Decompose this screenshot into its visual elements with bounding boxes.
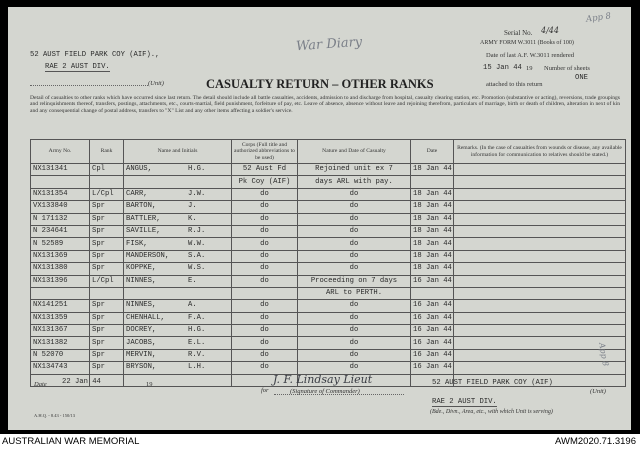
footer-division-label: (Bde., Divn., Area, etc., with which Unit is serving) — [430, 409, 553, 415]
footer-division: RAE 2 AUST DIV. — [432, 398, 497, 406]
cell-name — [124, 312, 232, 324]
cell-date: 18 Jan 44 — [411, 213, 454, 225]
cell-army-no: N 52589 — [31, 238, 90, 250]
cell-corps: do — [232, 238, 298, 250]
cell-name — [124, 263, 232, 275]
instructions-text: Detail of casualties to other ranks which have occurred since last return. The detail should include all battle casualties, accidents, admission to and discharge from hospital, casualty clearing station, etc. Promotion (substantive or acting), reversions, trade groupings and relinquishments thereof, transfers, postings, attachments, etc., courts-martial, field punishment, forfeiture of pay, etc. Leave of absence, absence without leave and rejoining therefrom, particulars of marriage, birth or death of children, alteration in next of kin and any consequential change of postal address, transfers to "X" List and any other items affecting a soldier's service. — [30, 95, 620, 114]
cell-remarks — [454, 225, 626, 237]
cell-name — [124, 213, 232, 225]
cell-rank: Spr — [90, 225, 124, 237]
surname: BRYSON, — [126, 363, 157, 372]
table-row — [31, 349, 626, 361]
table-row — [31, 300, 626, 312]
surname: NINNES, — [126, 276, 157, 285]
cell-rank: Spr — [90, 250, 124, 262]
cell-army-no: NX141251 — [31, 300, 90, 312]
cell-nature: do — [298, 337, 411, 349]
table-row — [31, 275, 626, 287]
surname: ANGUS, — [126, 165, 152, 174]
printer-code: A.H.Q. - 8.43 - 150/13 — [34, 413, 75, 418]
archive-name: AUSTRALIAN WAR MEMORIAL — [2, 436, 140, 447]
cell-corps: do — [232, 349, 298, 361]
cell-corps: do — [232, 213, 298, 225]
table-row — [31, 238, 626, 250]
surname: NINNES, — [126, 301, 157, 310]
cell-corps: do — [232, 225, 298, 237]
cell-nature: do — [298, 188, 411, 200]
cell-rank: L/Cpl — [90, 188, 124, 200]
cell-remarks — [454, 250, 626, 262]
cell-rank: L/Cpl — [90, 275, 124, 287]
cell-rank: Spr — [90, 325, 124, 337]
cell-date: 16 Jan 44 — [411, 325, 454, 337]
cell-date: 16 Jan 44 — [411, 337, 454, 349]
cell-corps — [232, 287, 298, 299]
initials: W.W. — [188, 239, 206, 248]
table-row — [31, 312, 626, 324]
initials: J. — [188, 202, 197, 211]
handwritten-note: War Diary — [295, 34, 363, 55]
initials: W.S. — [188, 264, 206, 273]
cell-corps: Pk Coy (AIF) — [232, 176, 298, 188]
table-row — [31, 225, 626, 237]
cell-army-no — [31, 176, 90, 188]
initials: K. — [188, 214, 197, 223]
signature-caption: (Signature of Commander) — [290, 388, 360, 395]
cell-nature: do — [298, 300, 411, 312]
cell-army-no: NX134743 — [31, 362, 90, 374]
surname: MERVIN, — [126, 351, 157, 360]
cell-corps: do — [232, 263, 298, 275]
surname: BARTON, — [126, 202, 157, 211]
cell-rank: Spr — [90, 337, 124, 349]
surname: CHENHALL, — [126, 313, 165, 322]
header-name: Name and Initials — [124, 140, 232, 164]
cell-corps: do — [232, 275, 298, 287]
cell-remarks — [454, 188, 626, 200]
surname: BATTLER, — [126, 214, 161, 223]
cell-date: 18 Jan 44 — [411, 164, 454, 176]
surname: JACOBS, — [126, 338, 157, 347]
cell-name — [124, 362, 232, 374]
cell-army-no — [31, 287, 90, 299]
cell-date: 16 Jan 44 — [411, 349, 454, 361]
cell-nature: Proceeding on 7 days — [298, 275, 411, 287]
date-last-label: Date of last A.F. W.3011 rendered — [486, 52, 575, 59]
cell-army-no: NX131382 — [31, 337, 90, 349]
table-header-row — [31, 140, 626, 164]
serial-value: 4/44 — [541, 26, 559, 35]
unit-label: (Unit) — [148, 80, 164, 87]
cell-remarks — [454, 325, 626, 337]
unit-underline — [30, 85, 148, 86]
cell-army-no: N 52070 — [31, 349, 90, 361]
cell-remarks — [454, 287, 626, 299]
cell-name — [124, 349, 232, 361]
cell-rank: Spr — [90, 362, 124, 374]
table-row — [31, 201, 626, 213]
date-year: 19 — [146, 381, 153, 388]
header-date: Date — [411, 140, 454, 164]
surname: SAVILLE, — [126, 227, 161, 236]
cell-name — [124, 325, 232, 337]
corner-note: App 8 — [585, 11, 612, 25]
table-row — [31, 176, 626, 188]
serial-label: Serial No. — [504, 29, 533, 37]
surname: MANDERSON, — [126, 251, 170, 260]
cell-date: 18 Jan 44 — [411, 263, 454, 275]
cell-name — [124, 300, 232, 312]
date-value: 22 Jan 44 — [62, 378, 142, 387]
cell-army-no: NX131369 — [31, 250, 90, 262]
footer-unit: 52 AUST FIELD PARK COY (AIF) — [432, 379, 553, 387]
cell-remarks — [454, 238, 626, 250]
cell-rank: Spr — [90, 201, 124, 213]
cell-name — [124, 201, 232, 213]
cell-remarks — [454, 164, 626, 176]
cell-date — [411, 176, 454, 188]
cell-name — [124, 238, 232, 250]
initials: F.A. — [188, 313, 206, 322]
cell-nature: do — [298, 312, 411, 324]
cell-name — [124, 188, 232, 200]
cell-remarks — [454, 263, 626, 275]
cell-date: 16 Jan 44 — [411, 275, 454, 287]
unit-line-1: 52 AUST FIELD PARK COY (AIF)., — [30, 51, 160, 59]
attached-label: attached to this return — [486, 81, 543, 88]
document-sheet — [8, 7, 631, 430]
cell-remarks — [454, 312, 626, 324]
cell-army-no: NX131341 — [31, 164, 90, 176]
cell-nature: days ARL with pay. — [298, 176, 411, 188]
header-rank: Rank — [90, 140, 124, 164]
sheets-value: ONE — [575, 74, 588, 82]
initials: E.L. — [188, 338, 206, 347]
army-form-label: ARMY FORM W.3011 (Books of 100) — [480, 40, 574, 46]
cell-rank: Cpl — [90, 164, 124, 176]
initials: H.G. — [188, 326, 206, 335]
surname: DOCREY, — [126, 326, 157, 335]
for-label: for — [261, 387, 269, 394]
surname: KOPPKE, — [126, 264, 157, 273]
cell-rank: Spr — [90, 349, 124, 361]
cell-army-no: NX131367 — [31, 325, 90, 337]
cell-nature: do — [298, 362, 411, 374]
cell-name — [124, 337, 232, 349]
table-row — [31, 337, 626, 349]
cell-date: 18 Jan 44 — [411, 201, 454, 213]
cell-rank — [90, 287, 124, 299]
initials: A. — [188, 301, 197, 310]
cell-corps: do — [232, 337, 298, 349]
initials: R.J. — [188, 227, 206, 236]
cell-date — [411, 287, 454, 299]
cell-name — [124, 225, 232, 237]
cell-corps: do — [232, 312, 298, 324]
header-remarks: Remarks. (In the case of casualties from wounds or disease, any available information for communication to relatives should be stated.) — [454, 140, 626, 164]
cell-corps: do — [232, 300, 298, 312]
table-row — [31, 188, 626, 200]
table-row — [31, 287, 626, 299]
cell-name — [124, 176, 232, 188]
cell-army-no: NX131396 — [31, 275, 90, 287]
cell-rank: Spr — [90, 213, 124, 225]
cell-army-no: N 234641 — [31, 225, 90, 237]
cell-date: 18 Jan 44 — [411, 238, 454, 250]
cell-army-no: NX131354 — [31, 188, 90, 200]
cell-name — [124, 287, 232, 299]
table-row — [31, 250, 626, 262]
cell-rank: Spr — [90, 312, 124, 324]
header-army-no: Army No. — [31, 140, 90, 164]
cell-nature: do — [298, 213, 411, 225]
cell-corps: do — [232, 188, 298, 200]
initials: R.V. — [188, 351, 206, 360]
surname: FISK, — [126, 239, 148, 248]
cell-rank — [90, 176, 124, 188]
cell-army-no: VX133840 — [31, 201, 90, 213]
table-row — [31, 325, 626, 337]
cell-date: 16 Jan 44 — [411, 300, 454, 312]
cell-nature: do — [298, 250, 411, 262]
cell-corps: do — [232, 250, 298, 262]
surname: CARR, — [126, 189, 148, 198]
footer-unit-label: (Unit) — [590, 388, 606, 395]
cell-nature: do — [298, 263, 411, 275]
initials: S.A. — [188, 251, 206, 260]
cell-name — [124, 275, 232, 287]
cell-nature: do — [298, 238, 411, 250]
table-row — [31, 263, 626, 275]
side-note: App 8 — [597, 342, 611, 367]
cell-army-no: NX131380 — [31, 263, 90, 275]
cell-nature: do — [298, 201, 411, 213]
cell-remarks — [454, 213, 626, 225]
initials: E. — [188, 276, 197, 285]
initials: H.G. — [188, 165, 206, 174]
cell-corps: do — [232, 201, 298, 213]
initials: L.H. — [188, 363, 206, 372]
year-suffix: 19 — [526, 65, 533, 72]
cell-nature: do — [298, 349, 411, 361]
archive-footer — [0, 434, 640, 449]
cell-name — [124, 164, 232, 176]
cell-rank: Spr — [90, 263, 124, 275]
cell-nature: ARL to PERTH. — [298, 287, 411, 299]
cell-remarks — [454, 176, 626, 188]
commander-signature: J. F. Lindsay Lieut — [273, 373, 373, 386]
header-nature: Nature and Date of Casualty — [298, 140, 411, 164]
table-row — [31, 164, 626, 176]
casualty-table — [30, 139, 626, 387]
cell-rank: Spr — [90, 300, 124, 312]
cell-date: 18 Jan 44 — [411, 188, 454, 200]
page-title: CASUALTY RETURN – OTHER RANKS — [206, 77, 434, 91]
cell-remarks — [454, 275, 626, 287]
cell-date: 18 Jan 44 — [411, 250, 454, 262]
cell-army-no: NX131359 — [31, 312, 90, 324]
date-label: Date — [34, 381, 47, 388]
cell-remarks — [454, 300, 626, 312]
cell-date: 18 Jan 44 — [411, 225, 454, 237]
cell-remarks — [454, 201, 626, 213]
cell-rank: Spr — [90, 238, 124, 250]
cell-name — [124, 250, 232, 262]
cell-corps: do — [232, 362, 298, 374]
cell-nature: Rejoined unit ex 7 — [298, 164, 411, 176]
initials: J.W. — [188, 189, 206, 198]
cell-corps: do — [232, 325, 298, 337]
cell-nature: do — [298, 225, 411, 237]
table-row — [31, 213, 626, 225]
date-last-value: 15 Jan 44 — [483, 64, 522, 72]
archive-id: AWM2020.71.3196 — [555, 436, 636, 447]
unit-line-2: RAE 2 AUST DIV. — [45, 63, 110, 71]
cell-date: 16 Jan 44 — [411, 312, 454, 324]
cell-corps: 52 Aust Fd — [232, 164, 298, 176]
cell-army-no: N 171132 — [31, 213, 90, 225]
sheets-label: Number of sheets — [544, 65, 590, 72]
header-corps: Corps (Full title and authorized abbreviations to be used) — [232, 140, 298, 164]
cell-nature: do — [298, 325, 411, 337]
cell-date: 16 Jan 44 — [411, 362, 454, 374]
